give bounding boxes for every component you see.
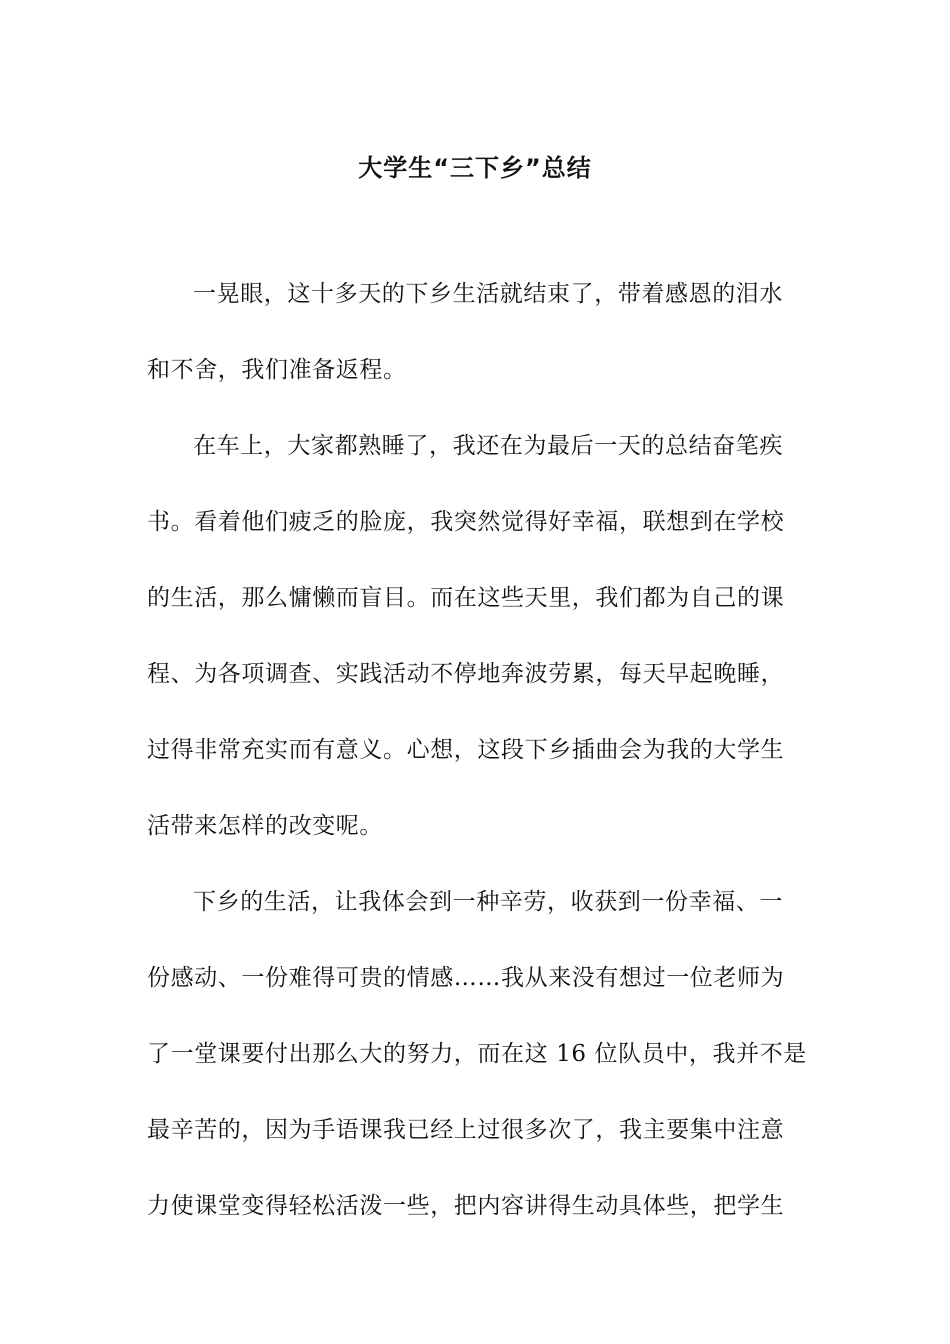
document-title: 大学生“三下乡”总结 bbox=[358, 154, 592, 183]
paragraph-1: 一晃眼，这十多天的下乡生活就结束了，带着感恩的泪水 和不舍，我们准备返程。 bbox=[147, 281, 783, 383]
document-body bbox=[147, 256, 807, 1244]
paragraph-3: 下乡的生活，让我体会到一种辛劳，收获到一份幸福、一 份感动、一份难得可贵的情感……我从来没有想过一位老师为 了一堂课要付出那么大的努力，而在这 16 位队员中，我并不是 最辛苦的，因为手语课我已经上过很多次了，我主要集中注意 力使课堂变得轻松活泼一些，把内容讲得生动具体些，把学生 bbox=[147, 889, 807, 1219]
paragraph-2: 在车上，大家都熟睡了，我还在为最后一天的总结奋笔疾 书。看着他们疲乏的脸庞，我突然觉得好幸福，联想到在学校 的生活，那么慵懒而盲目。而在这些天里，我们都为自己的课 程、为各项调查、实践活动不停地奔波劳累，每天早起晚睡， 过得非常充实而有意义。心想，这段下乡插曲会为我的大学生 活带来怎样的改变呢。 bbox=[147, 433, 785, 839]
